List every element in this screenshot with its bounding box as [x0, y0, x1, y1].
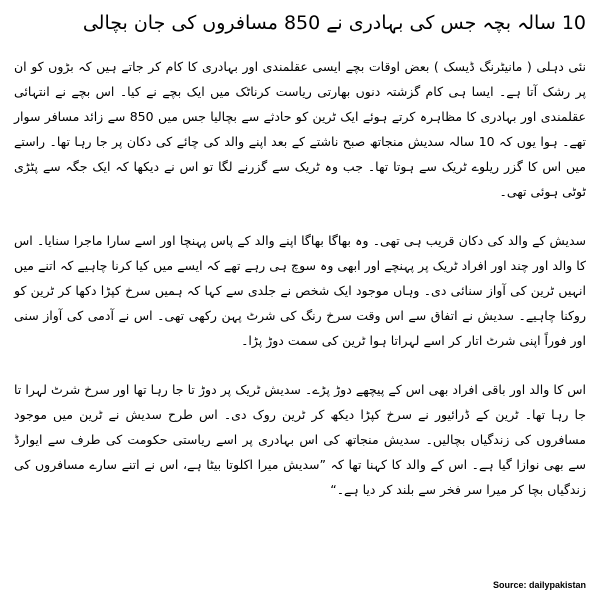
article-headline: 10 سالہ بچہ جس کی بہادری نے 850 مسافروں کی جان بچالی: [82, 12, 586, 34]
source-credit: Source: dailypakistan: [492, 580, 586, 590]
article-paragraph-3: اس کا والد اور باقی افراد بھی اس کے پیچھے دوڑ پڑے۔ سدیش ٹریک پر دوڑ تا جا رہا تھا اور سرخ شرٹ لہرا تا جا رہا تھا۔ ٹرین کے ڈرائیور نے سرخ کپڑا دیکھ کر ٹرین روک دی۔ اس طرح سدیش نے ٹرین میں موجود مسافروں کی زندگیاں بچالیں۔ سدیش منجاتھ کی اس بہادری پر اسے ریاستی حکومت کی طرف سے ایوارڈ سے بھی نوازا گیا ہے۔ اس کے والد کا کہنا تھا کہ ”سدیش میرا اکلوتا بیٹا ہے، اس نے اتنے سارے مسافروں کی زندگیاں بچا کر میرا سر فخر سے بلند کر دیا ہے۔“: [14, 382, 586, 497]
article-paragraph-2: سدیش کے والد کی دکان قریب ہی تھی۔ وہ بھاگا بھاگا اپنے والد کے پاس پہنچا اور اسے سارا ماجرا سنایا۔ اس کا والد اور چند اور افراد ٹریک پر پہنچے اور ابھی وہ سوچ ہی رہے تھے کہ ایسے میں کیا کرنا چاہیے کہ اتنے میں انہیں ٹرین کی آواز سنائی دی۔ وہاں موجود ایک شخص نے جلدی سے کہا کہ ہمیں سرخ کپڑا دکھا کر ٹرین کو روکنا چاہیے۔ سدیش نے اتفاق سے اس وقت سرخ رنگ کی شرٹ پہن رکھی تھی۔ اس نے آدمی کی آواز سنی اور فوراً اپنی شرٹ اتار کر اسے لہراتا ہوا ٹرین کی سمت دوڑ پڑا۔: [14, 233, 586, 348]
article-paragraph-1: نئی دہلی ( مانیٹرنگ ڈیسک ) بعض اوقات بچے ایسی عقلمندی اور بہادری کا کام کر جاتے ہیں کہ بڑوں کو ان پر رشک آتا ہے۔ ایسا ہی کام گزشتہ دنوں بھارتی ریاست کرناٹک میں ایک بچے نے کیا۔ اس بچے نے انتہائی عقلمندی اور بہادری کا مظاہرہ کرتے ہوئے ایک ٹرین کو حادثے سے بچالیا جس میں 850 سے زائد مسافر سوار تھے۔ ہوا یوں کہ 10 سالہ سدیش منجاتھ صبح ناشتے کے بعد اپنے والد کی چائے کی دکان پر جا رہا تھا۔ راستے میں اس کا گزر ریلوے ٹریک سے ہوتا تھا۔ جب وہ ٹریک سے گزرنے لگا تو اس نے دیکھا کہ ایک جگہ سے پٹڑی ٹوٹی ہوئی تھی۔: [14, 59, 586, 199]
news-article: [14, 0, 586, 600]
